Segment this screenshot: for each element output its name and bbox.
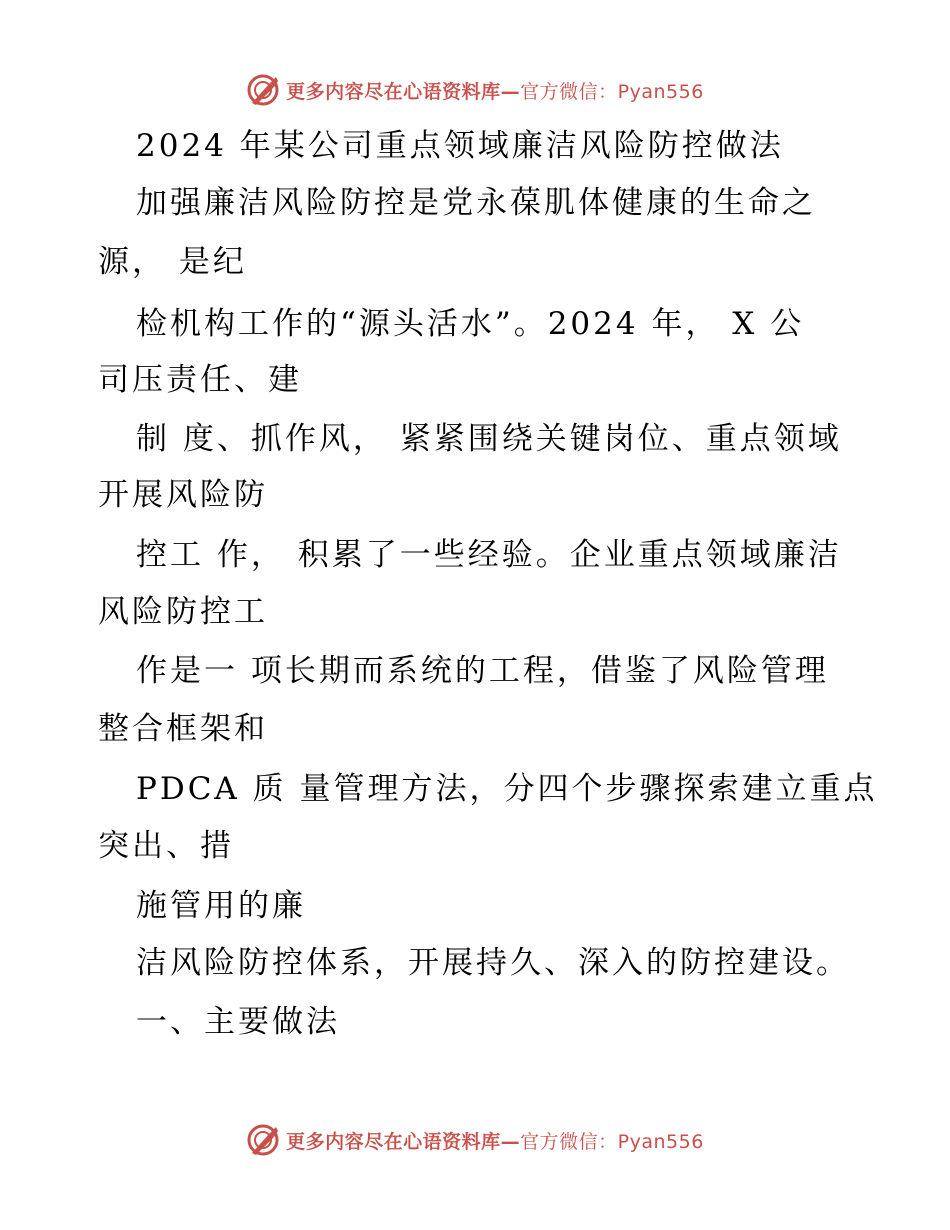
pen-logo-icon (246, 73, 280, 107)
watermark-tail: 官方微信：Pyan556 (520, 80, 704, 103)
paragraph-line: 作是一 项长期而系统的工程，借鉴了风险管理 (136, 653, 829, 689)
pen-logo-icon (246, 1123, 280, 1157)
paragraph-line: 司压责任、建 (98, 362, 302, 398)
paragraph-line: 整合框架和 (98, 711, 268, 747)
paragraph-line: 检机构工作的“源头活水”。2024 年， X 公 (136, 306, 805, 342)
paragraph-line: 风险防控工 (98, 594, 268, 630)
watermark-lead: 更多内容尽在心语资料库 (286, 80, 501, 103)
watermark-text (286, 1127, 704, 1154)
section-heading: 一、主要做法 (136, 1004, 340, 1040)
watermark-separator: — (500, 1130, 521, 1153)
paragraph-line: 控工 作， 积累了一些经验。企业重点领域廉洁 (136, 537, 842, 573)
paragraph-line: 加强廉洁风险防控是党永葆肌体健康的生命之 (136, 185, 816, 221)
document-title: 2024 年某公司重点领域廉洁风险防控做法 (136, 128, 784, 164)
footer-watermark (0, 1120, 950, 1160)
header-watermark (0, 70, 950, 110)
paragraph-line: PDCA 质 量管理方法，分四个步骤探索建立重点 (136, 771, 878, 807)
paragraph-line: 源， 是纪 (98, 244, 247, 280)
watermark-separator: — (500, 80, 521, 103)
paragraph-line: 制 度、抓作风， 紧紧围绕关键岗位、重点领域 (136, 421, 842, 457)
paragraph-line: 洁风险防控体系，开展持久、深入的防控建设。 (136, 945, 850, 981)
paragraph-line: 突出、措 (98, 828, 234, 864)
watermark-text (286, 77, 704, 104)
paragraph-line: 施管用的廉 (136, 888, 306, 924)
watermark-tail: 官方微信：Pyan556 (520, 1130, 704, 1153)
paragraph-line: 开展风险防 (98, 477, 268, 513)
watermark-lead: 更多内容尽在心语资料库 (286, 1130, 501, 1153)
